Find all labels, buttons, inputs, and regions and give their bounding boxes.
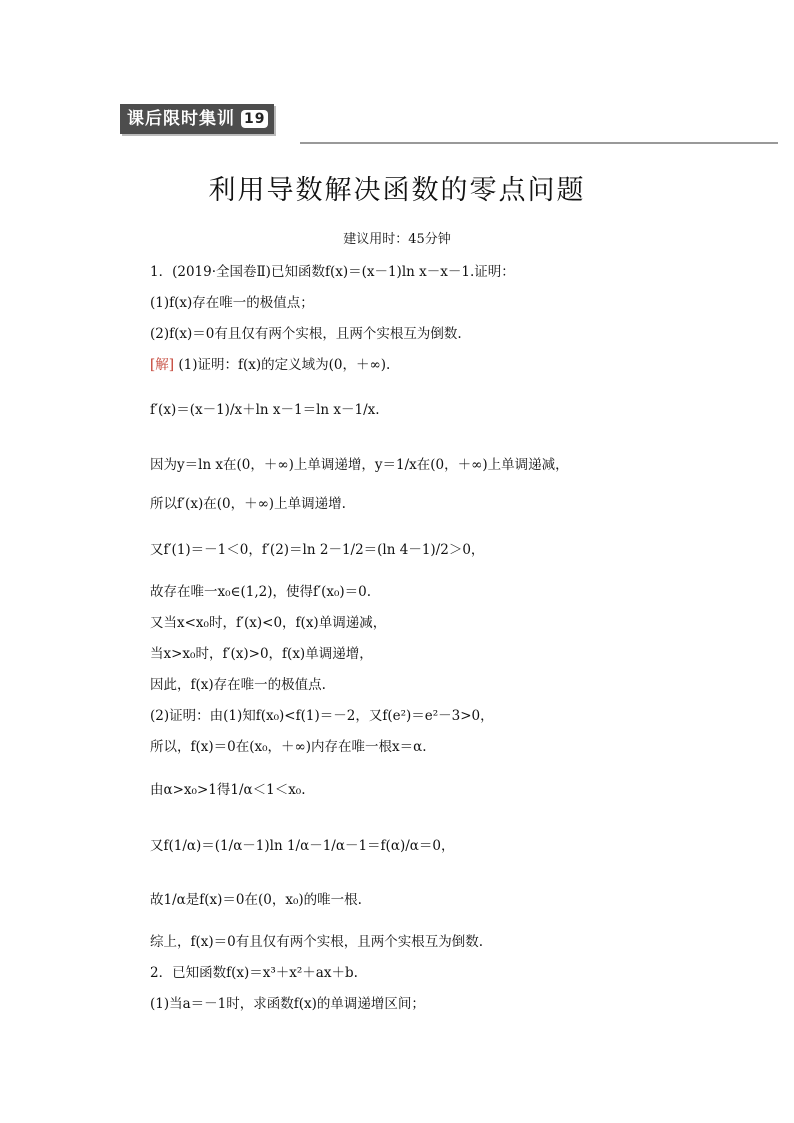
part-2-proof-line: (2)证明：由(1)知f(x₀)<f(1)＝－2，又f(e²)＝e²－3>0， <box>150 708 494 724</box>
banner-label-box <box>120 104 274 134</box>
extremum-line: 因此，f(x)存在唯一的极值点. <box>150 677 326 693</box>
reciprocal-root-line: 故1/α是f(x)＝0在(0，x₀)的唯一根. <box>150 892 362 908</box>
problem-1-part-2: (2)f(x)＝0有且仅有两个实根，且两个实根互为倒数. <box>150 326 462 342</box>
time-suggestion: 建议用时：45分钟 <box>343 232 451 247</box>
banner-number: 19 <box>241 110 268 128</box>
problem-2-statement: 2．已知函数f(x)＝x³＋x²＋ax＋b. <box>150 965 358 981</box>
solution-line <box>150 353 390 373</box>
page-title: 利用导数解决函数的零点问题 <box>208 175 586 206</box>
sign-check-line: 又f′(1)＝－1＜0，f′(2)＝ln 2－1/2＝(ln 4－1)/2＞0， <box>150 542 485 558</box>
problem-1-part-1: (1)f(x)存在唯一的极值点； <box>150 295 314 311</box>
banner-rule <box>300 142 778 144</box>
banner-label: 课后限时集训 <box>127 109 235 129</box>
reciprocal-bound-line: 由α>x₀>1得1/α＜1＜x₀. <box>150 782 306 798</box>
decreasing-line: 又当x<x₀时，f′(x)<0，f(x)单调递减， <box>150 615 387 631</box>
solution-tag: [解] <box>150 357 175 373</box>
solution-text: (1)证明：f(x)的定义域为(0，＋∞). <box>178 357 391 373</box>
problem-2-part-1: (1)当a＝－1时，求函数f(x)的单调递增区间； <box>150 996 425 1012</box>
reciprocal-eval-line: 又f(1/α)＝(1/α－1)ln 1/α－1/α－1＝f(α)/α＝0， <box>150 838 455 854</box>
unique-zero-line: 故存在唯一x₀∈(1,2)，使得f′(x₀)＝0. <box>150 584 372 600</box>
increasing-line: 当x>x₀时，f′(x)>0，f(x)单调递增， <box>150 646 373 662</box>
summary-line: 综上，f(x)＝0有且仅有两个实根，且两个实根互为倒数. <box>150 934 484 950</box>
monotonic-line: 因为y＝ln x在(0，＋∞)上单调递增，y＝1/x在(0，＋∞)上单调递减， <box>150 457 569 473</box>
derivative-line: f′(x)＝(x－1)/x＋ln x－1＝ln x－1/x. <box>150 402 380 418</box>
problem-1-statement: 1．(2019·全国卷Ⅱ)已知函数f(x)＝(x－1)ln x－x－1.证明： <box>150 264 515 280</box>
root-alpha-line: 所以，f(x)＝0在(x₀，＋∞)内存在唯一根x＝α. <box>150 739 427 755</box>
conclusion-line: 所以f′(x)在(0，＋∞)上单调递增. <box>150 496 346 512</box>
section-banner <box>120 104 274 134</box>
